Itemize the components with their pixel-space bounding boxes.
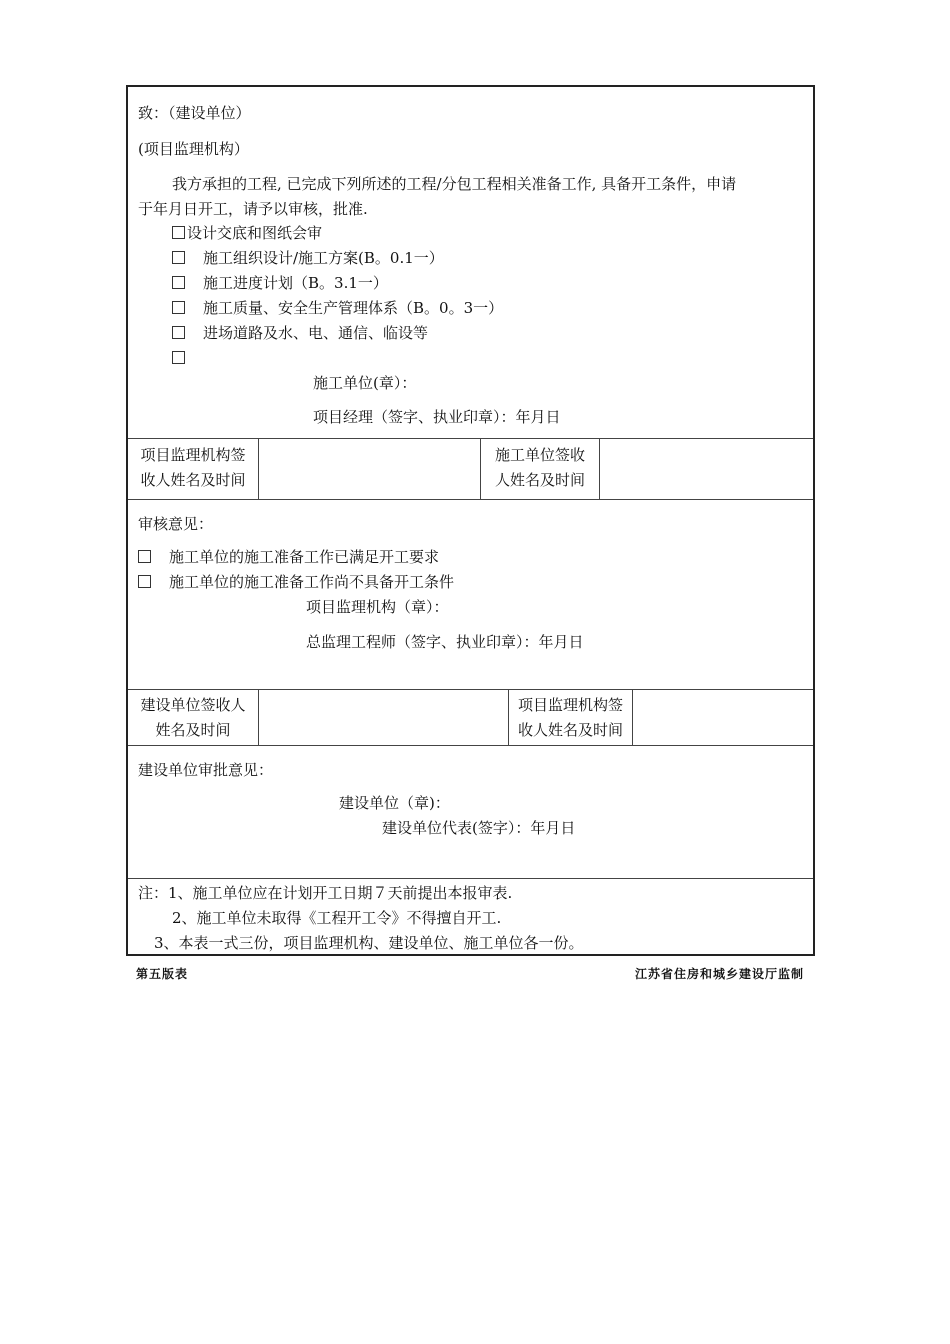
checklist-label: 施工进度计划（B。3.1一） bbox=[203, 274, 388, 292]
checklist-item[interactable] bbox=[172, 274, 388, 292]
review-option[interactable] bbox=[138, 548, 439, 566]
checklist-item[interactable] bbox=[172, 299, 503, 317]
start-application-form bbox=[126, 85, 815, 956]
supervisor-line: (项目监理机构） bbox=[138, 140, 249, 158]
checklist-label: 施工质量、安全生产管理体系（B。0。3一） bbox=[203, 299, 504, 317]
supervisor-receipt-label: 项目监理机构签 收人姓名及时间 bbox=[140, 446, 246, 489]
approval-title: 建设单位审批意见： bbox=[138, 761, 274, 779]
review-option[interactable] bbox=[138, 573, 454, 591]
note-line-3: 3、本表一式三份，项目监理机构、建设单位、施工单位各一份。 bbox=[154, 934, 584, 952]
checkbox-icon[interactable] bbox=[172, 226, 185, 239]
addressee-line: 致：（建设单位） bbox=[138, 104, 251, 122]
checklist-label: 进场道路及水、电、通信、临设等 bbox=[203, 324, 429, 342]
checklist-item[interactable] bbox=[172, 324, 428, 342]
chief-engineer-sign-line: 总监理工程师（签字、执业印章）：年月日 bbox=[306, 633, 584, 651]
supervisor-seal-line: 项目监理机构（章）： bbox=[306, 598, 449, 616]
contractor-seal-line: 施工单位(章）： bbox=[313, 374, 417, 392]
review-title: 审核意见： bbox=[138, 515, 214, 533]
checklist-label: 施工组织设计/施工方案(B。0.1一） bbox=[203, 249, 444, 267]
checkbox-icon[interactable] bbox=[138, 575, 151, 588]
issuer-label: 江苏省住房和城乡建设厅监制 bbox=[634, 967, 804, 981]
owner-receipt-field[interactable] bbox=[259, 690, 508, 745]
checkbox-icon[interactable] bbox=[138, 550, 151, 563]
supervisor-receipt-field[interactable] bbox=[259, 439, 480, 499]
divider bbox=[128, 499, 813, 500]
checklist-label: 设计交底和图纸会审 bbox=[187, 224, 323, 242]
checkbox-icon[interactable] bbox=[172, 351, 185, 364]
divider bbox=[128, 878, 813, 879]
contractor-receipt-field[interactable] bbox=[600, 439, 813, 499]
note-line-2: 2、施工单位未取得《工程开工令》不得擅自开工. bbox=[172, 909, 502, 927]
checkbox-icon[interactable] bbox=[172, 276, 185, 289]
supervisor-receipt-field-2[interactable] bbox=[633, 690, 813, 745]
divider bbox=[128, 745, 813, 746]
body-text-line1: 我方承担的工程, 已完成下列所述的工程/分包工程相关准备工作, 具备开工条件，申请 bbox=[172, 175, 737, 193]
review-option-label: 施工单位的施工准备工作尚不具备开工条件 bbox=[169, 573, 455, 591]
manager-sign-line: 项目经理（签字、执业印章）：年月日 bbox=[313, 408, 561, 426]
note-line-1: 注：1、施工单位应在计划开工日期７天前提出本报审表. bbox=[138, 884, 513, 902]
checkbox-icon[interactable] bbox=[172, 326, 185, 339]
checkbox-icon[interactable] bbox=[172, 251, 185, 264]
checklist-item[interactable] bbox=[172, 224, 322, 242]
checklist-item[interactable] bbox=[172, 249, 444, 267]
checklist-item[interactable] bbox=[172, 349, 187, 367]
owner-seal-line: 建设单位（章)： bbox=[339, 794, 450, 812]
supervisor-receipt-label-2: 项目监理机构签 收人姓名及时间 bbox=[517, 696, 623, 739]
review-option-label: 施工单位的施工准备工作已满足开工要求 bbox=[169, 548, 440, 566]
checkbox-icon[interactable] bbox=[172, 301, 185, 314]
body-text-line2: 于年月日开工，请予以审核，批准. bbox=[138, 200, 368, 218]
contractor-receipt-label: 施工单位签收 人姓名及时间 bbox=[494, 446, 585, 489]
form-version: 第五版表 bbox=[136, 967, 189, 981]
owner-rep-sign-line: 建设单位代表(签字）：年月日 bbox=[382, 819, 576, 837]
owner-receipt-label: 建设单位签收人 姓名及时间 bbox=[140, 696, 246, 739]
